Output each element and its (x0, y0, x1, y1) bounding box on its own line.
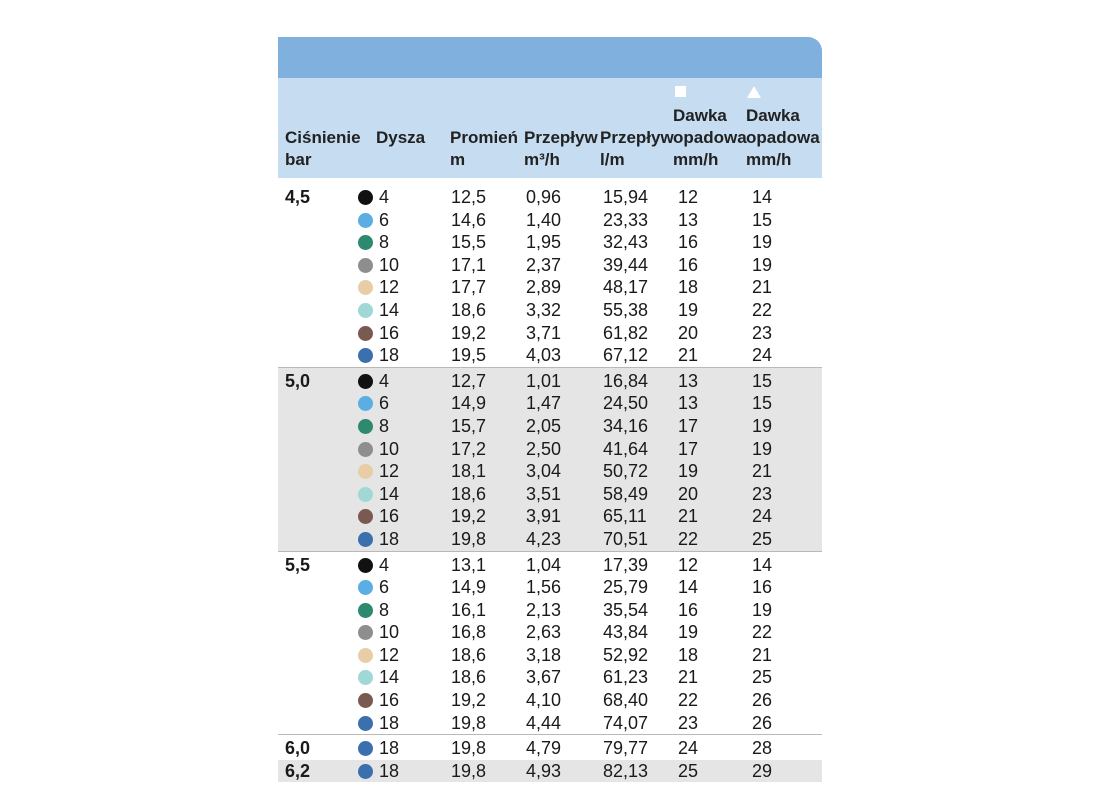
nozzle-cell: 8 (379, 232, 390, 253)
nozzle-cell: 10 (379, 438, 400, 459)
precip-square-cell: 18 (678, 277, 699, 298)
nozzle-cell: 4 (379, 554, 390, 575)
precip-square-cell: 19 (678, 299, 699, 320)
nozzle-cell: 6 (379, 393, 390, 414)
radius-cell: 19,2 (451, 690, 487, 711)
nozzle-color-dot-icon (358, 764, 373, 779)
flow-m3h-cell: 2,05 (526, 415, 562, 436)
precip-square-cell: 19 (678, 461, 699, 482)
precip-square-cell: 22 (678, 528, 699, 549)
precip-square-cell: 17 (678, 438, 699, 459)
radius-cell: 19,8 (451, 760, 487, 781)
flow-lm-cell: 43,84 (603, 622, 649, 643)
flow-lm-cell: 52,92 (603, 644, 649, 665)
flow-lm-cell: 41,64 (603, 438, 649, 459)
table-row (278, 415, 822, 438)
flow-m3h-cell: 4,44 (526, 712, 562, 733)
nozzle-color-dot-icon (358, 442, 373, 457)
radius-cell: 14,9 (451, 393, 487, 414)
precip-triangle-cell: 29 (752, 760, 773, 781)
table-row (278, 760, 822, 783)
precip-square-cell: 13 (678, 370, 699, 391)
flow-m3h-cell: 3,32 (526, 299, 562, 320)
table-row (278, 483, 822, 506)
radius-cell: 15,7 (451, 415, 487, 436)
table-row (278, 666, 822, 689)
precip-triangle-cell: 24 (752, 345, 773, 366)
nozzle-color-dot-icon (358, 693, 373, 708)
nozzle-cell: 6 (379, 577, 390, 598)
triangle-icon (747, 86, 761, 98)
nozzle-color-dot-icon (358, 648, 373, 663)
precip-triangle-cell: 15 (752, 370, 773, 391)
nozzle-color-dot-icon (358, 374, 373, 389)
precip-triangle-cell: 26 (752, 690, 773, 711)
precip-square-cell: 19 (678, 622, 699, 643)
header-precip-triangle-label: Dawka (746, 106, 800, 125)
nozzle-cell: 14 (379, 667, 400, 688)
precip-triangle-cell: 22 (752, 299, 773, 320)
precip-square-cell: 12 (678, 187, 699, 207)
flow-lm-cell: 61,82 (603, 322, 649, 343)
precip-square-cell: 17 (678, 415, 699, 436)
nozzle-cell: 12 (379, 461, 400, 482)
nozzle-cell: 6 (379, 209, 390, 230)
nozzle-color-dot-icon (358, 303, 373, 318)
flow-m3h-cell: 4,93 (526, 760, 562, 781)
flow-lm-cell: 17,39 (603, 554, 649, 575)
radius-cell: 18,6 (451, 644, 487, 665)
nozzle-color-dot-icon (358, 509, 373, 524)
pressure-cell: 6,2 (285, 760, 311, 781)
precip-triangle-cell: 19 (752, 415, 773, 436)
flow-m3h-cell: 1,47 (526, 393, 562, 414)
nozzle-cell: 4 (379, 370, 390, 391)
flow-lm-cell: 79,77 (603, 738, 649, 759)
radius-cell: 15,5 (451, 232, 487, 253)
nozzle-color-dot-icon (358, 603, 373, 618)
precip-triangle-cell: 15 (752, 393, 773, 414)
table-row (278, 186, 822, 209)
precip-square-cell: 20 (678, 322, 699, 343)
header-precip-square-sub: opadowa (673, 128, 747, 147)
flow-lm-cell: 34,16 (603, 415, 649, 436)
header-pressure-unit: bar (285, 150, 312, 169)
radius-cell: 12,5 (451, 187, 487, 207)
header-pressure-label: Ciśnienie (285, 128, 361, 147)
table-header (278, 78, 822, 178)
square-icon (675, 86, 686, 97)
flow-m3h-cell: 3,18 (526, 644, 562, 665)
precip-triangle-cell: 19 (752, 232, 773, 253)
table-body (278, 178, 822, 782)
nozzle-color-dot-icon (358, 464, 373, 479)
precip-triangle-cell: 25 (752, 667, 773, 688)
nozzle-cell: 16 (379, 322, 400, 343)
table-row (278, 554, 822, 577)
flow-m3h-cell: 1,04 (526, 554, 562, 575)
nozzle-color-dot-icon (358, 213, 373, 228)
nozzle-cell: 8 (379, 415, 390, 436)
flow-m3h-cell: 1,56 (526, 577, 562, 598)
flow-lm-cell: 23,33 (603, 209, 649, 230)
flow-m3h-cell: 4,10 (526, 690, 562, 711)
table-row (278, 712, 822, 735)
pressure-cell: 5,5 (285, 554, 311, 575)
nozzle-performance-table (278, 37, 822, 782)
flow-m3h-cell: 2,37 (526, 254, 562, 275)
header-pressure (285, 127, 361, 171)
radius-cell: 18,6 (451, 483, 487, 504)
radius-cell: 13,1 (451, 554, 487, 575)
flow-m3h-cell: 1,01 (526, 370, 562, 391)
radius-cell: 17,1 (451, 254, 487, 275)
nozzle-cell: 16 (379, 506, 400, 527)
radius-cell: 19,8 (451, 528, 487, 549)
precip-square-cell: 13 (678, 393, 699, 414)
flow-m3h-cell: 3,91 (526, 506, 562, 527)
table-row (278, 231, 822, 254)
nozzle-cell: 4 (379, 187, 390, 207)
flow-m3h-cell: 2,63 (526, 622, 562, 643)
precip-triangle-cell: 23 (752, 483, 773, 504)
table-row (278, 392, 822, 415)
nozzle-color-dot-icon (358, 580, 373, 595)
nozzle-cell: 18 (379, 345, 400, 366)
header-flow-m3h (524, 127, 598, 171)
flow-m3h-cell: 4,03 (526, 345, 562, 366)
precip-square-cell: 20 (678, 483, 699, 504)
precip-triangle-cell: 14 (752, 187, 773, 207)
flow-m3h-cell: 2,89 (526, 277, 562, 298)
nozzle-cell: 14 (379, 483, 400, 504)
header-precip-square (673, 86, 747, 171)
flow-m3h-cell: 2,50 (526, 438, 562, 459)
precip-triangle-cell: 19 (752, 438, 773, 459)
flow-lm-cell: 74,07 (603, 712, 649, 733)
nozzle-color-dot-icon (358, 258, 373, 273)
precip-square-cell: 21 (678, 667, 699, 688)
precip-triangle-cell: 25 (752, 528, 773, 549)
flow-lm-cell: 16,84 (603, 370, 649, 391)
header-radius (450, 127, 518, 171)
header-flow-m3h-label: Przepływ (524, 128, 598, 147)
flow-lm-cell: 68,40 (603, 690, 649, 711)
nozzle-cell: 18 (379, 528, 400, 549)
precip-triangle-cell: 15 (752, 209, 773, 230)
radius-cell: 19,8 (451, 712, 487, 733)
precip-triangle-cell: 16 (752, 577, 773, 598)
radius-cell: 14,6 (451, 209, 487, 230)
pressure-group (278, 368, 822, 552)
precip-triangle-cell: 26 (752, 712, 773, 733)
table-row (278, 528, 822, 551)
radius-cell: 12,7 (451, 370, 487, 391)
pressure-cell: 6,0 (285, 738, 311, 759)
flow-m3h-cell: 4,79 (526, 738, 562, 759)
table-row (278, 505, 822, 528)
header-flow-lm-label: Przepływ (600, 128, 674, 147)
nozzle-color-dot-icon (358, 348, 373, 363)
header-precip-square-unit: mm/h (673, 150, 719, 169)
header-radius-unit: m (450, 150, 466, 169)
header-flow-lm (600, 127, 674, 171)
table-row (278, 299, 822, 322)
nozzle-cell: 12 (379, 644, 400, 665)
nozzle-color-dot-icon (358, 487, 373, 502)
precip-square-cell: 12 (678, 554, 699, 575)
radius-cell: 18,6 (451, 299, 487, 320)
precip-triangle-cell: 28 (752, 738, 773, 759)
radius-cell: 14,9 (451, 577, 487, 598)
flow-lm-cell: 65,11 (603, 506, 647, 527)
flow-lm-cell: 67,12 (603, 345, 649, 366)
header-precip-square-label: Dawka (673, 106, 727, 125)
flow-m3h-cell: 3,71 (526, 322, 562, 343)
nozzle-cell: 18 (379, 760, 400, 781)
flow-m3h-cell: 1,95 (526, 232, 562, 253)
table-row (278, 689, 822, 712)
precip-triangle-cell: 21 (752, 644, 773, 665)
flow-lm-cell: 58,49 (603, 483, 649, 504)
nozzle-cell: 8 (379, 599, 390, 620)
flow-lm-cell: 82,13 (603, 760, 649, 781)
flow-lm-cell: 55,38 (603, 299, 649, 320)
radius-cell: 19,5 (451, 345, 487, 366)
flow-m3h-cell: 3,67 (526, 667, 562, 688)
header-precip-triangle-sub: opadowa (746, 128, 820, 147)
header-nozzle-label: Dysza (376, 128, 426, 147)
nozzle-cell: 10 (379, 254, 400, 275)
precip-triangle-cell: 19 (752, 254, 773, 275)
nozzle-color-dot-icon (358, 741, 373, 756)
nozzle-cell: 18 (379, 738, 400, 759)
header-flow-m3h-unit: m³/h (524, 150, 560, 169)
precip-square-cell: 21 (678, 506, 699, 527)
nozzle-color-dot-icon (358, 235, 373, 250)
flow-lm-cell: 25,79 (603, 577, 649, 598)
flow-m3h-cell: 3,51 (526, 483, 562, 504)
precip-triangle-cell: 21 (752, 461, 773, 482)
flow-m3h-cell: 2,13 (526, 599, 562, 620)
header-precip-triangle (746, 86, 820, 171)
table-row (278, 438, 822, 461)
precip-triangle-cell: 14 (752, 554, 773, 575)
pressure-group (278, 552, 822, 736)
precip-square-cell: 25 (678, 760, 699, 781)
radius-cell: 16,8 (451, 622, 487, 643)
flow-m3h-cell: 4,23 (526, 528, 562, 549)
precip-triangle-cell: 21 (752, 277, 773, 298)
flow-lm-cell: 32,43 (603, 232, 649, 253)
precip-square-cell: 18 (678, 644, 699, 665)
table-row (278, 276, 822, 299)
header-precip-triangle-unit: mm/h (746, 150, 792, 169)
precip-square-cell: 16 (678, 599, 699, 620)
table-row (278, 254, 822, 277)
table-row (278, 737, 822, 760)
nozzle-color-dot-icon (358, 625, 373, 640)
radius-cell: 17,7 (451, 277, 487, 298)
table-row (278, 460, 822, 483)
precip-triangle-cell: 22 (752, 622, 773, 643)
precip-triangle-cell: 19 (752, 599, 773, 620)
flow-lm-cell: 70,51 (603, 528, 649, 549)
pressure-group (278, 735, 822, 760)
nozzle-cell: 10 (379, 622, 400, 643)
precip-square-cell: 22 (678, 690, 699, 711)
precip-square-cell: 24 (678, 738, 699, 759)
table-row (278, 644, 822, 667)
nozzle-cell: 12 (379, 277, 400, 298)
table-row (278, 209, 822, 232)
precip-square-cell: 13 (678, 209, 699, 230)
header-flow-lm-unit: l/m (600, 150, 625, 169)
nozzle-color-dot-icon (358, 532, 373, 547)
precip-square-cell: 16 (678, 232, 699, 253)
flow-lm-cell: 61,23 (603, 667, 649, 688)
radius-cell: 19,2 (451, 322, 487, 343)
header-radius-label: Promień (450, 128, 519, 147)
nozzle-color-dot-icon (358, 670, 373, 685)
radius-cell: 19,2 (451, 506, 487, 527)
radius-cell: 19,8 (451, 738, 487, 759)
flow-lm-cell: 50,72 (603, 461, 649, 482)
radius-cell: 17,2 (451, 438, 487, 459)
precip-square-cell: 14 (678, 577, 699, 598)
precip-square-cell: 16 (678, 254, 699, 275)
precip-square-cell: 23 (678, 712, 699, 733)
pressure-cell: 5,0 (285, 370, 311, 391)
nozzle-color-dot-icon (358, 558, 373, 573)
nozzle-color-dot-icon (358, 419, 373, 434)
pressure-group (278, 760, 822, 783)
nozzle-color-dot-icon (358, 396, 373, 411)
precip-triangle-cell: 23 (752, 322, 773, 343)
table-row (278, 370, 822, 393)
flow-lm-cell: 24,50 (603, 393, 649, 414)
flow-m3h-cell: 0,96 (526, 187, 562, 207)
table-title-bar (278, 37, 822, 78)
flow-lm-cell: 39,44 (603, 254, 649, 275)
header-nozzle (376, 127, 425, 149)
pressure-cell: 4,5 (285, 187, 311, 207)
flow-lm-cell: 35,54 (603, 599, 649, 620)
pressure-group (278, 178, 822, 368)
nozzle-cell: 14 (379, 299, 400, 320)
flow-m3h-cell: 3,04 (526, 461, 562, 482)
nozzle-cell: 16 (379, 690, 400, 711)
nozzle-color-dot-icon (358, 190, 373, 205)
nozzle-color-dot-icon (358, 280, 373, 295)
table-row (278, 621, 822, 644)
precip-triangle-cell: 24 (752, 506, 773, 527)
nozzle-cell: 18 (379, 712, 400, 733)
table-row (278, 599, 822, 622)
nozzle-color-dot-icon (358, 326, 373, 341)
table-row (278, 344, 822, 367)
nozzle-color-dot-icon (358, 716, 373, 731)
radius-cell: 18,1 (451, 461, 487, 482)
flow-m3h-cell: 1,40 (526, 209, 562, 230)
flow-lm-cell: 48,17 (603, 277, 649, 298)
table-row (278, 322, 822, 345)
flow-lm-cell: 15,94 (603, 187, 649, 207)
radius-cell: 16,1 (451, 599, 487, 620)
radius-cell: 18,6 (451, 667, 487, 688)
precip-square-cell: 21 (678, 345, 699, 366)
table-row (278, 576, 822, 599)
